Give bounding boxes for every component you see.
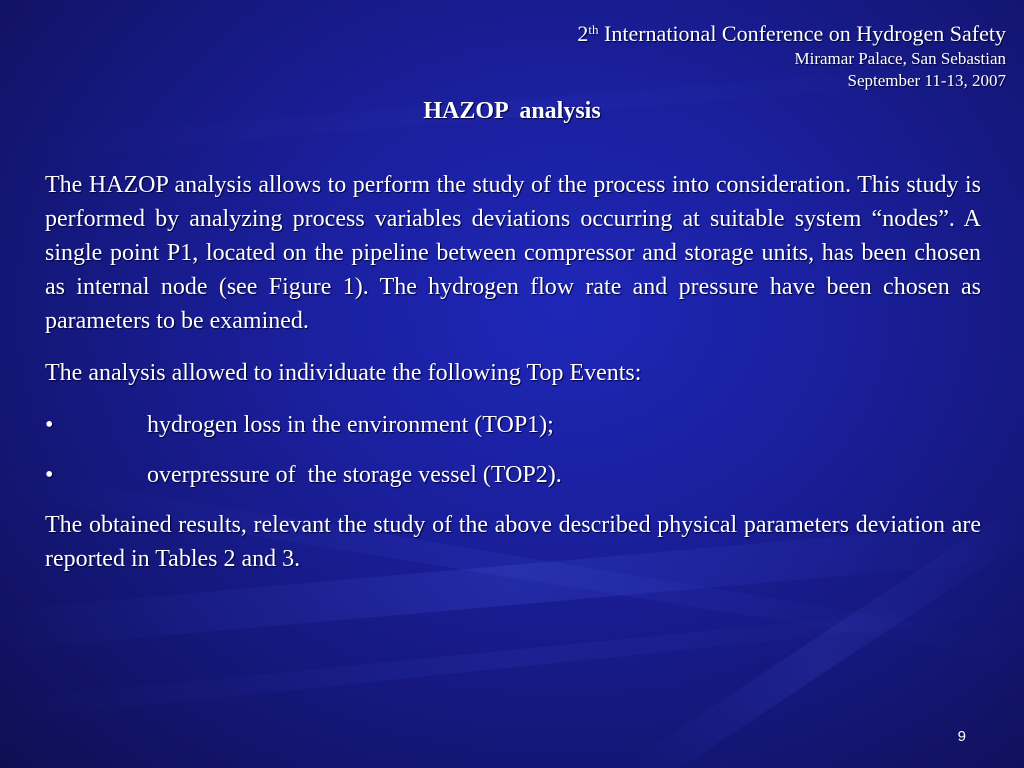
bullet-icon: • [45, 412, 54, 438]
conference-ordinal-suffix: th [588, 22, 599, 37]
bullet-item [45, 458, 981, 492]
conference-header [577, 20, 1006, 92]
slide-body [45, 168, 981, 594]
conference-name: International Conference on Hydrogen Safety [598, 21, 1006, 46]
conference-title [577, 20, 1006, 48]
top-events-intro: The analysis allowed to individuate the following Top Events: [45, 360, 642, 386]
conference-dates: September 11-13, 2007 [847, 71, 1006, 90]
bullet-text: hydrogen loss in the environment (TOP1); [147, 412, 554, 438]
bullet-item [45, 408, 981, 442]
bullet-text: overpressure of the storage vessel (TOP2). [147, 462, 562, 488]
page-number: 9 [957, 728, 966, 745]
conference-venue: Miramar Palace, San Sebastian [794, 49, 1006, 68]
bullet-icon: • [45, 462, 54, 488]
intro-paragraph: The HAZOP analysis allows to perform the study of the process into consideration. This study is performed by analyzing process variables deviations occurring at suitable system “nodes”. A single point P1, located on the pipeline between compressor and storage units, has been chosen as internal node (see Figure 1). The hydrogen flow rate and pressure have been chosen as parameters to be examined. [45, 172, 981, 334]
results-paragraph: The obtained results, relevant the study of the above described physical parameters deviation are reported in Tables 2 and 3. [45, 512, 981, 572]
slide-title: HAZOP analysis [423, 98, 601, 124]
conference-ordinal: 2 [577, 21, 589, 46]
